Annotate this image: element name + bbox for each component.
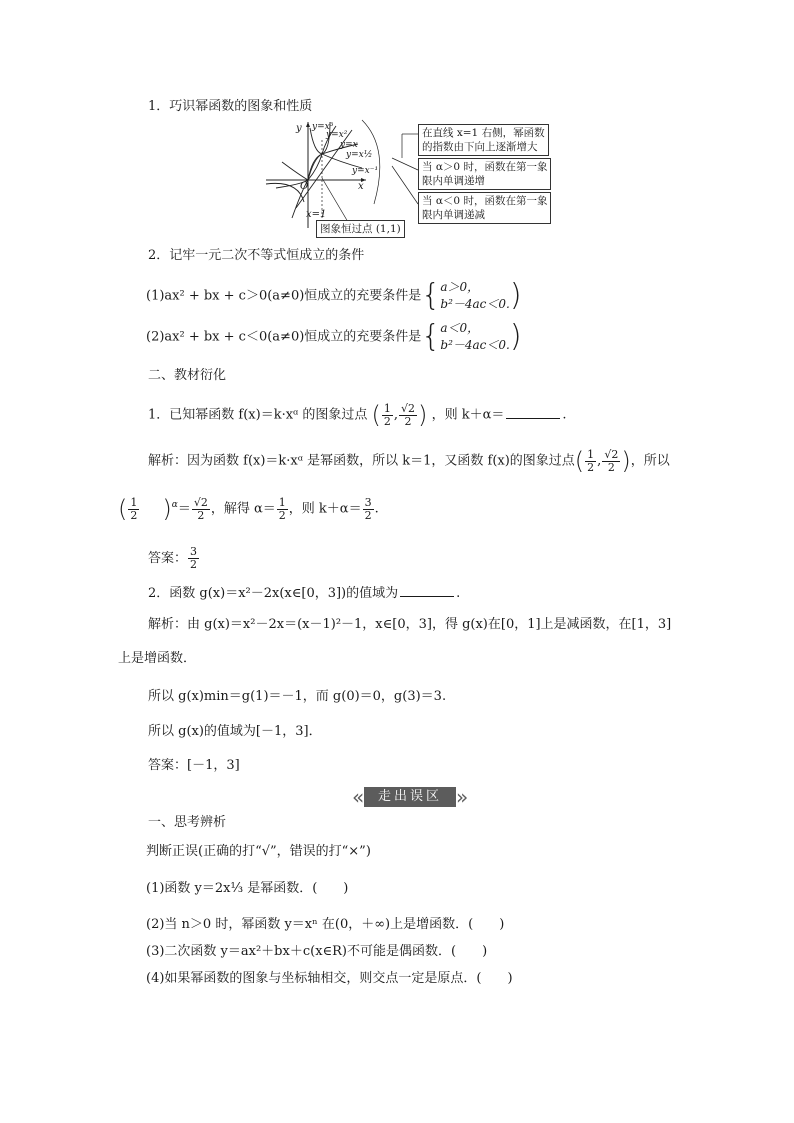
answer-blank-2[interactable]: [400, 584, 454, 597]
condition-2-b: b²－4ac＜0.: [440, 338, 510, 352]
frac-half-alpha: [277, 497, 288, 522]
banner-left-arrow-icon: «: [352, 785, 365, 809]
power-function-figure: [262, 118, 562, 238]
frac-num: 3: [364, 495, 372, 509]
question-2-end: .: [456, 586, 461, 601]
point-paren-close: ): [621, 447, 631, 475]
answer-1-label: 答案：: [148, 551, 188, 566]
question-2: [148, 584, 460, 603]
solution-2-line1: 解析：由 g(x)＝x²－2x＝(x－1)²－1，x∈[0，3]，得 g(x)在[0，1]上是减函数，在[1，3]: [148, 617, 672, 632]
solution-1-text: 解析：因为函数 f(x)＝k·xᵅ 是幂函数，所以 k＝1，又函数 f(x)的图象过点: [148, 453, 575, 469]
section-banner: [352, 786, 468, 808]
solution-2-line4: 所以 g(x)的值域为[－1，3]．: [148, 724, 322, 739]
solution-2-line3: 所以 g(x)min＝g(1)＝－1，而 g(0)＝0，g(3)＝3.: [148, 689, 447, 704]
question-1: 1．已知幂函数 f(x)＝k·xᵅ 的图象过点 ( $\frac{1}{2}$ , $\frac{√2}{2}$ ) ，则 k＋α＝ .: [148, 401, 567, 429]
callout-negative-line2: 限内单调递减: [422, 209, 485, 221]
frac-num: √2: [193, 495, 208, 509]
frac-half-s1: [585, 449, 596, 474]
callout-negative-line1: 当 α＜0 时，函数在第一象: [422, 195, 548, 207]
frac-half-base: [128, 497, 139, 522]
frac-num: 1: [278, 495, 286, 509]
frac-num: 1: [130, 495, 138, 509]
condition-1-system: [440, 279, 509, 313]
condition-2-system: [440, 320, 509, 354]
condition-1-b: b²－4ac＜0.: [440, 297, 510, 311]
y-axis-label: y: [296, 123, 302, 134]
solution-1-solve: ，解得 α＝: [210, 501, 276, 517]
callout-positive-line2: 限内单调递增: [422, 175, 485, 187]
question-2-text: 2．函数 g(x)＝x²－2x(x∈[0，3])的值域为: [148, 586, 399, 601]
condition-1-a: a＞0，: [440, 280, 480, 294]
frac-den: 2: [130, 508, 138, 522]
answer-1-value: [188, 546, 199, 571]
banner-title: 走出误区: [364, 787, 456, 807]
judgement-item-1: (1)函数 y＝2x⅓ 是幂函数．( ): [146, 881, 349, 896]
brace-close-2: ): [509, 319, 522, 354]
point-paren-open: (: [371, 401, 381, 429]
callout-fixed-point: 图象恒过点 (1,1): [316, 220, 405, 238]
point-paren-close: ): [418, 401, 428, 429]
solution-1-so: ，所以: [630, 453, 670, 469]
callout-positive-line1: 当 α＞0 时，函数在第一象: [422, 161, 548, 173]
judgement-item-3: (3)二次函数 y＝ax²＋bx＋c(x∈R)不可能是偶函数．( ): [146, 944, 488, 959]
condition-2: [146, 320, 522, 354]
item1-title: 1．巧识幂函数的图象和性质: [148, 99, 313, 114]
condition-2-a: a＜0，: [440, 321, 480, 335]
curve-label-sqrt: y=x½: [346, 150, 373, 160]
frac-num: √2: [401, 401, 416, 415]
frac-three-halves: [363, 497, 374, 522]
condition-1-text: (1)ax² + bx + c＞0(a≠0)恒成立的充要条件是: [146, 288, 422, 304]
answer-2: 答案：[－1，3]: [148, 758, 240, 773]
frac-den: 2: [278, 508, 286, 522]
brace-open-1: {: [421, 278, 441, 313]
solution-1-line2: ( $\frac{1}{2}$ )$^\alpha$＝ $\frac{√2}{2}$ ，解得 α＝ $\frac{1}{2}$ ，则 k＋α＝ $\frac{3}{2}$ .: [118, 495, 379, 523]
judgement-intro: 判断正误(正确的打“√”，错误的打“×”): [146, 844, 371, 859]
x1-line-label: x=1: [306, 209, 327, 220]
condition-1: [146, 279, 522, 313]
answer-blank-1[interactable]: [506, 406, 560, 419]
frac-sqrt2-q1: [399, 403, 417, 428]
condition-2-text: (2)ax² + bx + c＜0(a≠0)恒成立的充要条件是: [146, 329, 422, 345]
banner-right-arrow-icon: »: [456, 785, 469, 809]
judgement-item-2: (2)当 n＞0 时，幂函数 y＝xⁿ 在(0，＋∞)上是增函数．( ): [146, 917, 505, 932]
frac-sqrt2-s1: [602, 449, 620, 474]
brace-open-2: {: [421, 319, 441, 354]
curve-label-linear: y=x: [340, 140, 358, 150]
frac-den: 2: [607, 460, 615, 474]
question-1-text: 1．已知幂函数 f(x)＝k·xᵅ 的图象过点: [148, 407, 368, 423]
callout-exponent-line2: 的指数由下向上逐渐增大: [422, 141, 538, 153]
answer-1: [148, 546, 200, 571]
frac-den: 2: [587, 460, 595, 474]
frac-half-q1: [382, 403, 393, 428]
solution-1-sum: ，则 k＋α＝: [288, 501, 362, 517]
frac-den: 2: [364, 508, 372, 522]
judgement-item-4: (4)如果幂函数的图象与坐标轴相交，则交点一定是原点．( ): [146, 971, 513, 986]
curve-label-cube: y=x³: [312, 122, 334, 132]
frac-den: 2: [190, 558, 198, 571]
curve-label-inverse: y=x⁻¹: [352, 166, 379, 176]
section2-heading: 二、教材衍化: [148, 368, 227, 383]
frac-num: 1: [383, 401, 391, 415]
frac-den: 2: [383, 414, 391, 428]
origin-label: O: [300, 181, 309, 192]
question-1-tail: ，则 k＋α＝: [431, 407, 505, 423]
solution-1-end: .: [374, 501, 379, 517]
point-paren-open: (: [574, 447, 585, 475]
frac-num: 3: [190, 545, 198, 558]
callout-positive-alpha: [418, 158, 551, 190]
base-paren-open: (: [118, 495, 128, 523]
curve-label-square: y=x²: [326, 130, 348, 140]
base-paren-close: ): [162, 495, 172, 523]
callout-negative-alpha: [418, 192, 551, 224]
callout-exponent-line1: 在直线 x=1 右侧，幂函数: [422, 127, 545, 139]
question-1-end: .: [562, 407, 567, 423]
frac-num: 1: [587, 447, 595, 461]
item2-title: 2．记牢一元二次不等式恒成立的条件: [148, 248, 365, 263]
x-axis-label: x: [358, 181, 364, 192]
frac-sqrt2-s1b: [192, 497, 210, 522]
solution-1-line1: 解析：因为函数 f(x)＝k·xᵅ 是幂函数，所以 k＝1，又函数 f(x)的图象过点( $\frac{1}{2}$ , $\frac{√2}{2}$ )，所以: [148, 447, 670, 475]
solution-2-line2: 上是增函数．: [118, 651, 197, 666]
frac-den: 2: [404, 414, 412, 428]
frac-den: 2: [197, 508, 205, 522]
callout-exponent-order: [418, 124, 549, 156]
frac-num: √2: [604, 447, 619, 461]
alpha-exponent: α: [171, 500, 178, 511]
brace-close-1: ): [509, 278, 522, 313]
section3-heading: 一、思考辨析: [148, 815, 227, 830]
